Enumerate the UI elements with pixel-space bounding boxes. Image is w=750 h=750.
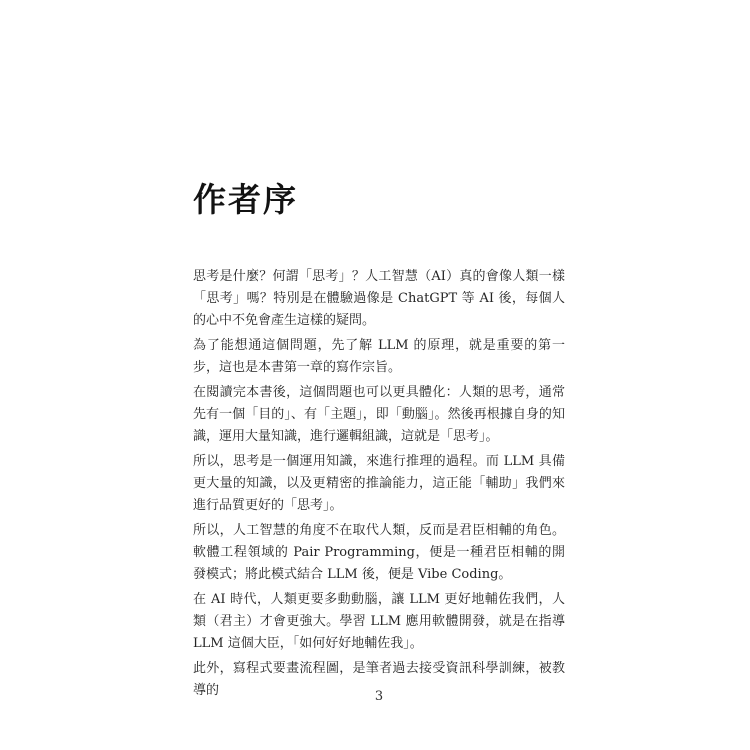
paragraph: 為了能想通這個問題，先了解 LLM 的原理，就是重要的第一步，這也是本書第一章的寫作宗旨。 bbox=[193, 338, 565, 375]
page-number: 3 bbox=[374, 689, 384, 704]
paragraph: 思考是什麼？何謂「思考」？人工智慧（AI）真的會像人類一樣「思考」嗎？特別是在體驗過像是 ChatGPT 等 AI 後，每個人的心中不免會產生這樣的疑問。 bbox=[193, 269, 565, 328]
book-page bbox=[193, 0, 565, 750]
paragraph: 在閱讀完本書後，這個問題也可以更具體化：人類的思考，通常先有一個「目的」、有「主題」，即「動腦」。然後再根據自身的知識，運用大量知識，進行邏輯組識，這就是「思考」。 bbox=[193, 385, 565, 444]
page-title: 作者序 bbox=[193, 180, 298, 219]
paragraph: 所以，人工智慧的角度不在取代人類，反而是君臣相輔的角色。軟體工程領域的 Pair Programming，便是一種君臣相輔的開發模式；將此模式結合 LLM 後，便是 Vibe Coding。 bbox=[193, 523, 565, 582]
paragraph: 所以，思考是一個運用知識，來進行推理的過程。而 LLM 具備更大量的知識，以及更精密的推論能力，這正能「輔助」我們來進行品質更好的「思考」。 bbox=[193, 454, 565, 513]
preface-body bbox=[193, 266, 565, 705]
paragraph: 在 AI 時代，人類更要多動動腦，讓 LLM 更好地輔佐我們，人類（君主）才會更強大。學習 LLM 應用軟體開發，就是在指導 LLM 這個大臣，「如何好好地輔佐我」。 bbox=[193, 592, 565, 651]
paragraph: 此外，寫程式要畫流程圖，是筆者過去接受資訊科學訓練，被教導的 bbox=[193, 661, 565, 698]
